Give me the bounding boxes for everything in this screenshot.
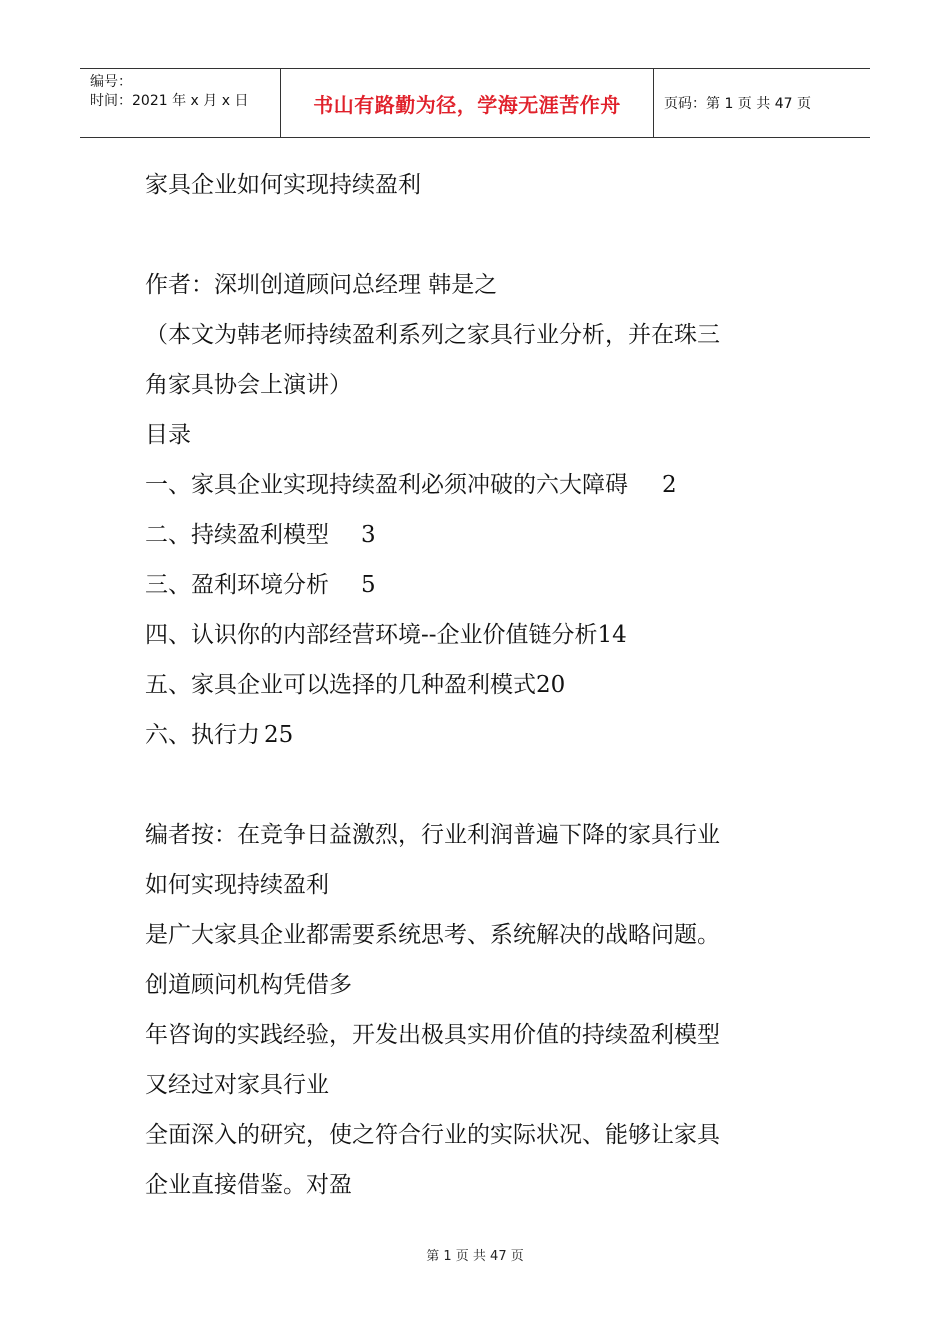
toc-item-4[interactable] — [145, 610, 825, 660]
body-line: 年咨询的实践经验，开发出极具实用价值的持续盈利模型 — [145, 1022, 720, 1048]
time-label: 时间：2021 年 x 月 x 日 — [90, 93, 249, 109]
toc-item-page: 20 — [536, 672, 566, 698]
body-line: 又经过对家具行业 — [145, 1072, 329, 1098]
toc-heading: 目录 — [145, 422, 191, 448]
toc-item-text: 五、家具企业可以选择的几种盈利模式 — [145, 672, 536, 698]
body-line: 企业直接借鉴。对盈 — [145, 1172, 352, 1198]
number-label: 编号： — [90, 74, 132, 90]
toc-item-page: 25 — [264, 722, 294, 748]
page-info-text: 页码：第 1 页 共 47 页 — [664, 96, 811, 112]
doc-note-line-2: 角家具协会上演讲） — [145, 372, 352, 398]
toc-item-text: 六、执行力 — [145, 722, 260, 748]
toc-item-6[interactable] — [145, 710, 825, 760]
toc-item-page: 2 — [662, 472, 677, 498]
toc-item-text: 四、认识你的内部经营环境--企业价值链分析 — [145, 622, 598, 648]
doc-note-line-1: （本文为韩老师持续盈利系列之家具行业分析，并在珠三 — [145, 322, 720, 348]
body-line: 如何实现持续盈利 — [145, 872, 329, 898]
header-motto-cell — [281, 69, 654, 137]
body-line: 全面深入的研究，使之符合行业的实际状况、能够让家具 — [145, 1122, 720, 1148]
header-meta — [80, 69, 281, 137]
page-header — [80, 68, 870, 138]
toc-item-text: 二、持续盈利模型 — [145, 522, 329, 548]
toc-item-page: 5 — [361, 572, 376, 598]
body-line: 是广大家具企业都需要系统思考、系统解决的战略问题。 — [145, 922, 720, 948]
toc-item-page: 3 — [361, 522, 376, 548]
body-line: 编者按：在竞争日益激烈，行业利润普遍下降的家具行业 — [145, 822, 720, 848]
header-motto: 书山有路勤为径，学海无涯苦作舟 — [313, 92, 621, 117]
page-footer: 第 1 页 共 47 页 — [426, 1249, 524, 1264]
toc-item-1[interactable] — [145, 460, 825, 510]
body-line: 创道顾问机构凭借多 — [145, 972, 352, 998]
document-body — [145, 160, 825, 1210]
spacer — [145, 210, 825, 260]
toc-item-page: 14 — [597, 622, 627, 648]
doc-author: 作者：深圳创道顾问总经理 韩是之 — [145, 272, 498, 298]
spacer — [145, 760, 825, 810]
toc-item-2[interactable] — [145, 510, 825, 560]
toc-item-text: 一、家具企业实现持续盈利必须冲破的六大障碍 — [145, 472, 628, 498]
toc-item-3[interactable] — [145, 560, 825, 610]
header-page-info — [654, 69, 870, 137]
toc-item-5[interactable] — [145, 660, 825, 710]
doc-title: 家具企业如何实现持续盈利 — [145, 172, 421, 198]
toc-item-text: 三、盈利环境分析 — [145, 572, 329, 598]
